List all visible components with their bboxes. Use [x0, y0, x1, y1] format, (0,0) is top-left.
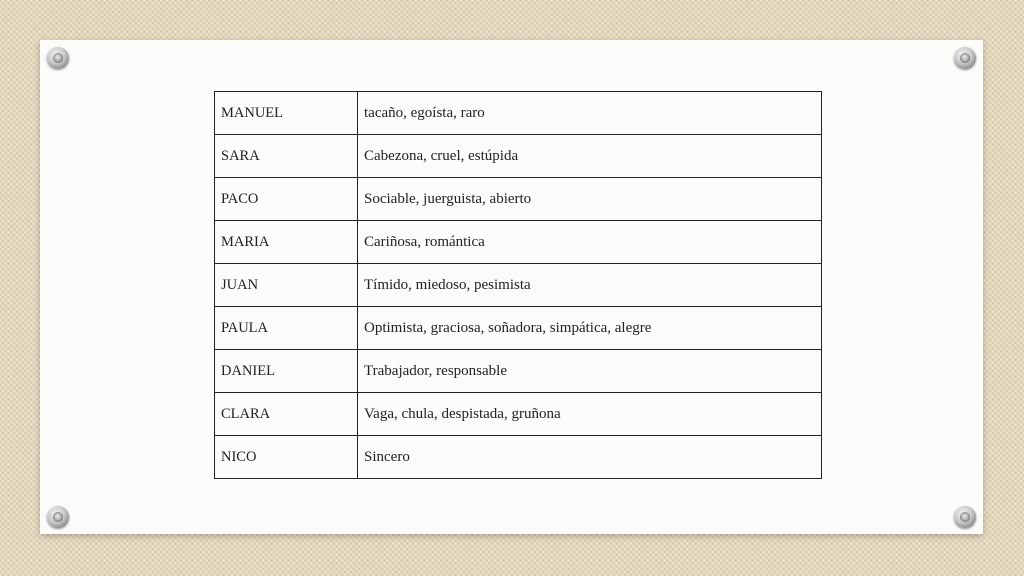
traits-cell: Tímido, miedoso, pesimista [358, 264, 822, 307]
table-row [215, 178, 822, 221]
traits-cell: Vaga, chula, despistada, gruñona [358, 393, 822, 436]
table-row [215, 92, 822, 135]
table-row [215, 307, 822, 350]
table-row [215, 221, 822, 264]
name-cell: DANIEL [215, 350, 358, 393]
traits-cell: tacaño, egoísta, raro [358, 92, 822, 135]
name-cell: CLARA [215, 393, 358, 436]
name-cell: NICO [215, 436, 358, 479]
table-row [215, 393, 822, 436]
traits-cell: Optimista, graciosa, soñadora, simpática, alegre [358, 307, 822, 350]
pushpin-icon [47, 47, 69, 69]
name-cell: MANUEL [215, 92, 358, 135]
pushpin-icon [47, 506, 69, 528]
pushpin-icon [954, 47, 976, 69]
traits-cell: Cariñosa, romántica [358, 221, 822, 264]
name-cell: PACO [215, 178, 358, 221]
name-cell: JUAN [215, 264, 358, 307]
name-cell: SARA [215, 135, 358, 178]
table-row [215, 264, 822, 307]
table-row [215, 436, 822, 479]
name-cell: MARIA [215, 221, 358, 264]
table-row [215, 135, 822, 178]
traits-cell: Sociable, juerguista, abierto [358, 178, 822, 221]
traits-cell: Sincero [358, 436, 822, 479]
traits-cell: Trabajador, responsable [358, 350, 822, 393]
traits-cell: Cabezona, cruel, estúpida [358, 135, 822, 178]
pushpin-icon [954, 506, 976, 528]
table-row [215, 350, 822, 393]
traits-table [214, 91, 822, 479]
name-cell: PAULA [215, 307, 358, 350]
